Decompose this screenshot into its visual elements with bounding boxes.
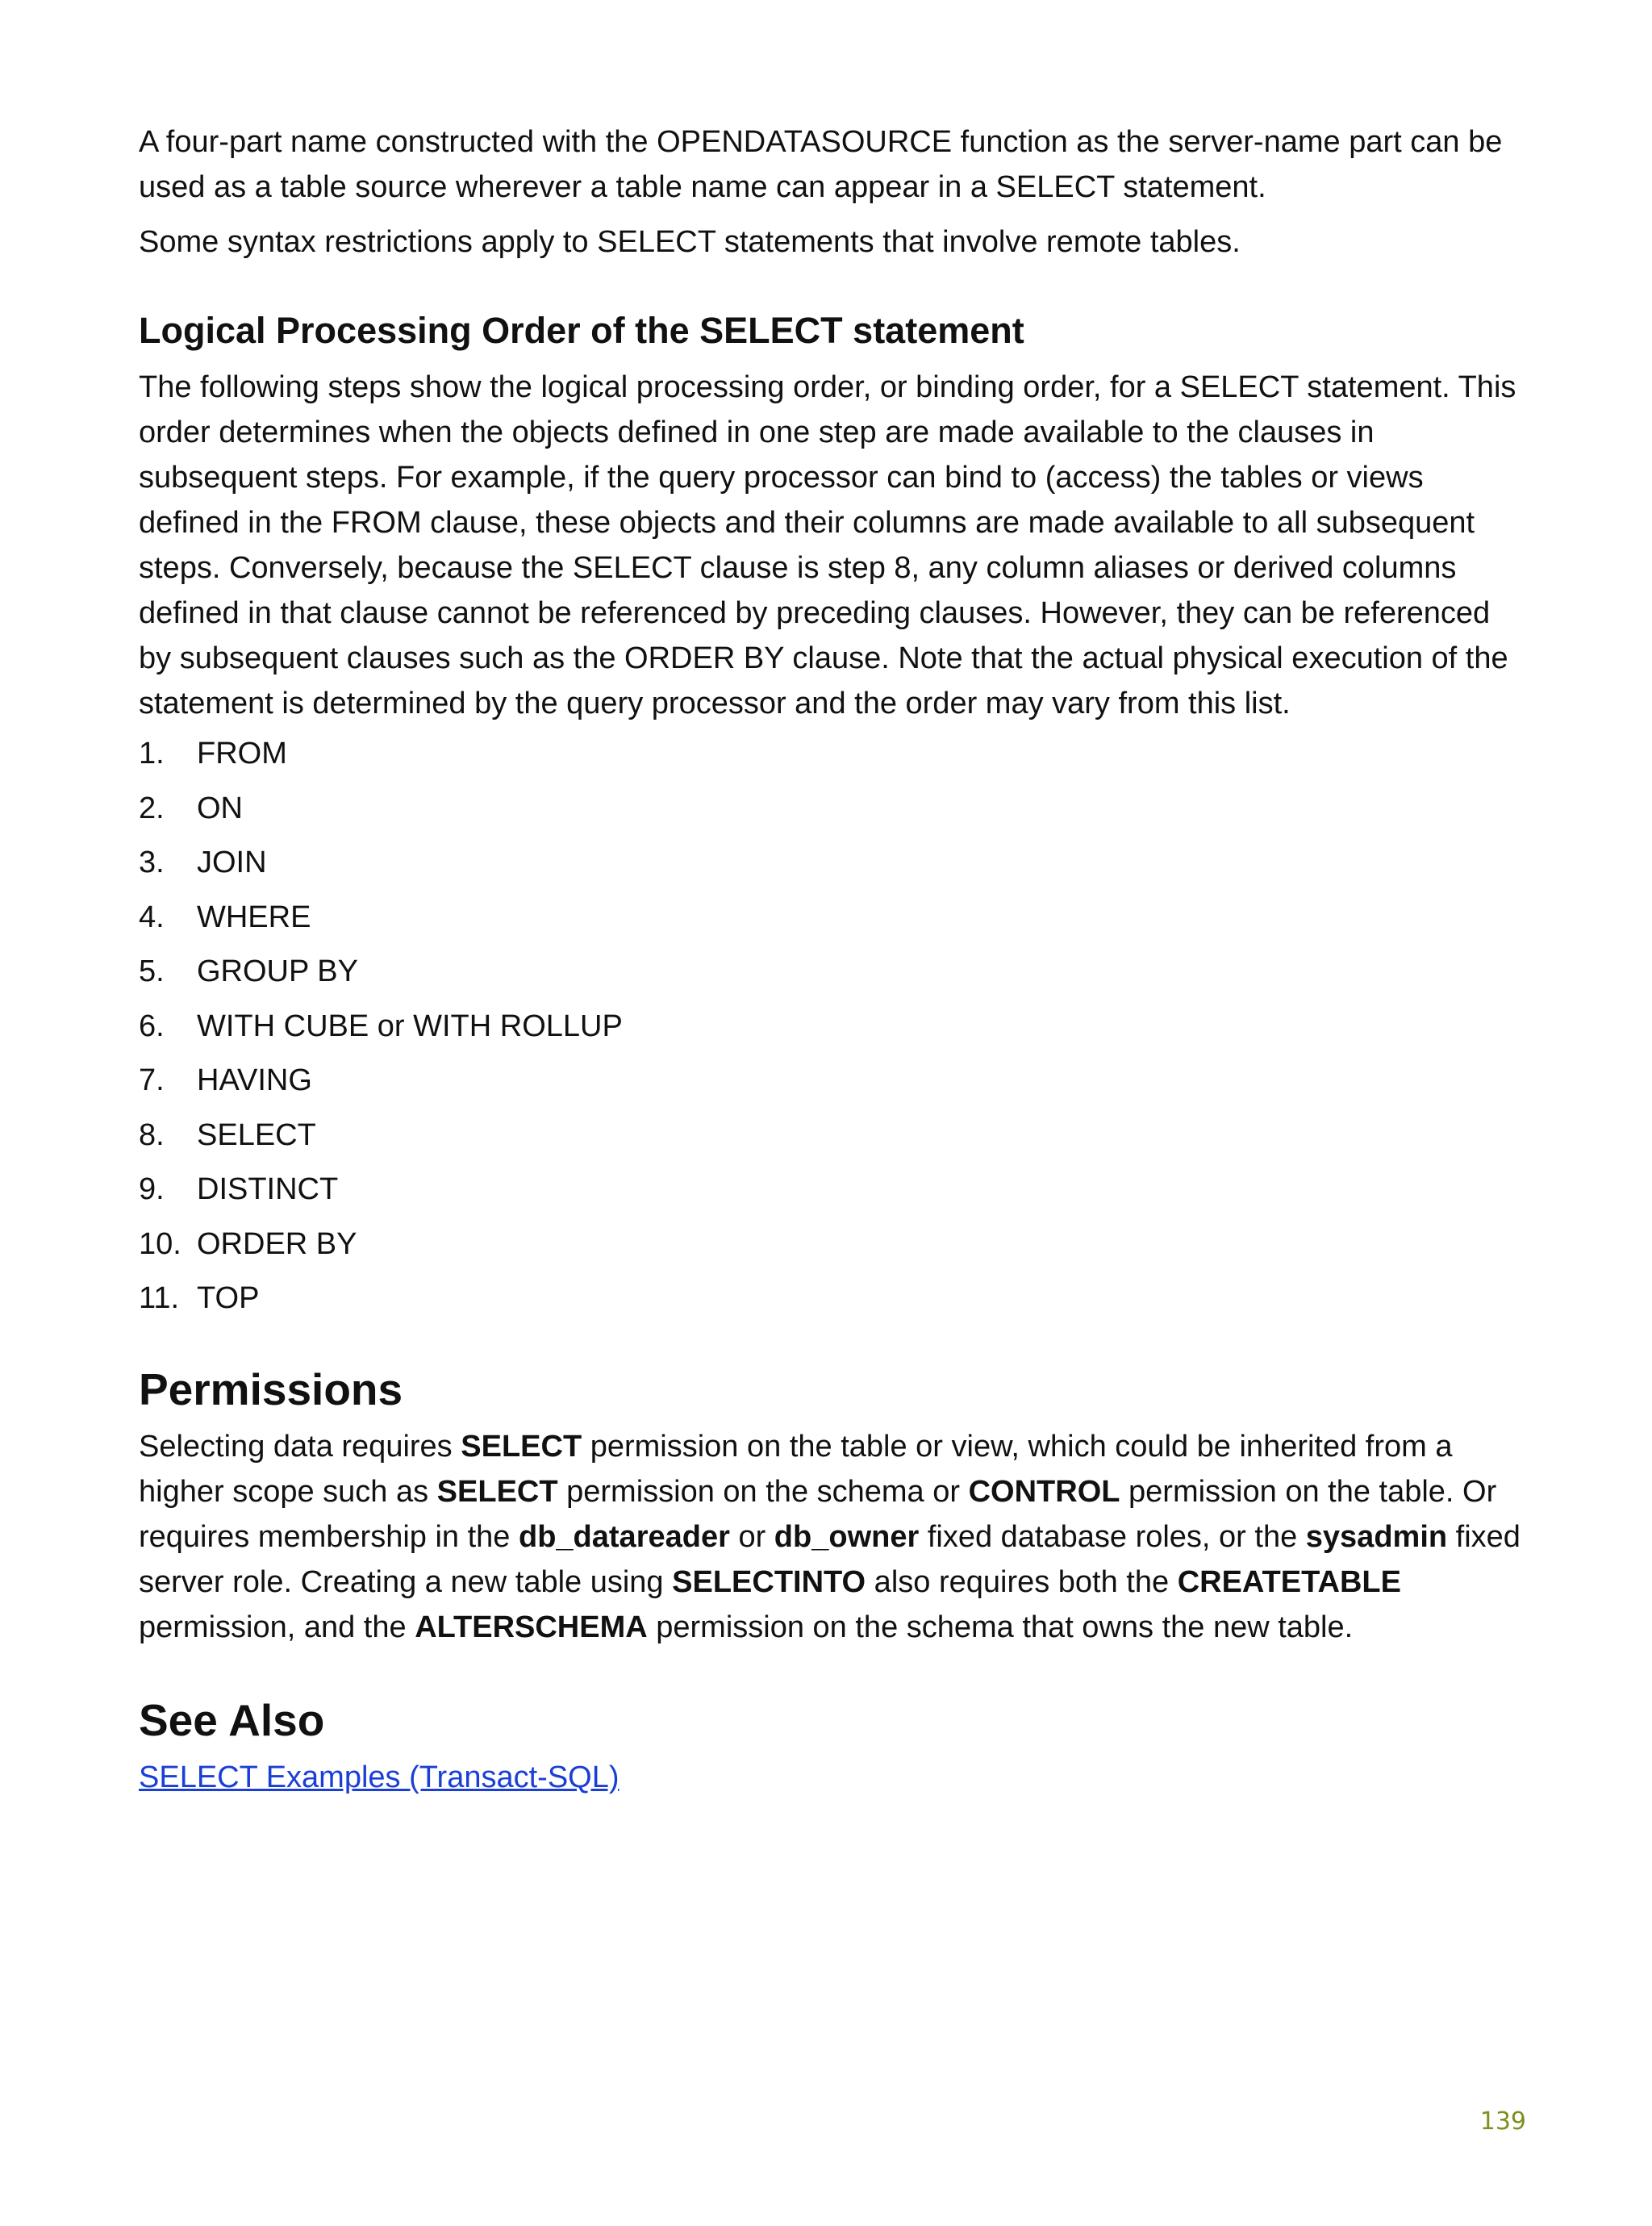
step-number: 6. (139, 1009, 165, 1043)
permissions-text: permission on the table. Or requires membership in the (139, 1475, 1497, 1554)
permissions-text: Selecting data requires (139, 1430, 461, 1464)
permissions-text: also requires both the (866, 1565, 1178, 1599)
permissions-text: fixed server role. Creating a new table using (139, 1520, 1521, 1599)
list-item (139, 1226, 1526, 1262)
step-label: FROM (197, 737, 287, 771)
role-term: db_datareader (519, 1520, 730, 1554)
permission-term: SELECT (461, 1430, 582, 1464)
role-term: sysadmin (1305, 1520, 1448, 1554)
step-number: 3. (139, 846, 165, 879)
permissions-section (139, 1361, 1526, 1650)
list-item (139, 1117, 1526, 1153)
processing-steps-list (139, 736, 1526, 1316)
see-also-section (139, 1692, 1526, 1800)
step-label: TOP (197, 1281, 260, 1315)
step-label: JOIN (197, 846, 267, 879)
permission-term: ALTERSCHEMA (415, 1610, 648, 1644)
step-label: HAVING (197, 1063, 312, 1097)
page-number: 139 (1479, 2107, 1526, 2136)
step-number: 10. (139, 1226, 181, 1261)
step-label: WITH CUBE or WITH ROLLUP (197, 1009, 623, 1043)
logical-processing-paragraph: The following steps show the logical processing order, or binding order, for a SELECT statement. This order determines when the objects defined in one step are made available to the clauses in subsequent steps. For example, if the query processor can bind to (access) the tables or views defined in the FROM clause, these objects and their columns are made available to all subsequent steps. Conversely, because the SELECT clause is step 8, any column aliases or derived columns defined in that clause cannot be referenced by preceding clauses. However, they can be referenced by subsequent clauses such as the ORDER BY clause. Note that the actual physical execution of the statement is determined by the query processor and the order may vary from this list. (139, 370, 1516, 720)
step-label: SELECT (197, 1117, 316, 1152)
list-item (139, 791, 1526, 826)
permissions-text: or (729, 1520, 774, 1554)
step-number: 11. (139, 1281, 180, 1315)
intro-paragraph: A four-part name constructed with the OPENDATASOURCE function as the server-name part can be used as a table source wherever a table name can appear in a SELECT statement. (139, 125, 1503, 204)
list-item (139, 954, 1526, 989)
permissions-heading: Permissions (139, 1364, 403, 1414)
step-number: 2. (139, 791, 165, 825)
permissions-text: fixed database roles, or the (919, 1520, 1306, 1554)
permission-term: SELECT (436, 1475, 558, 1509)
step-label: DISTINCT (197, 1172, 339, 1206)
step-label: ON (197, 791, 243, 825)
permissions-text: permission, and the (139, 1610, 415, 1644)
list-item (139, 845, 1526, 880)
list-item (139, 736, 1526, 771)
permissions-text: permission on the table or view, which could be inherited from a higher scope such as (139, 1430, 1453, 1509)
step-number: 7. (139, 1063, 165, 1097)
list-item (139, 900, 1526, 935)
role-term: db_owner (774, 1520, 920, 1554)
step-number: 8. (139, 1117, 165, 1152)
see-also-heading: See Also (139, 1695, 325, 1745)
logical-processing-heading: Logical Processing Order of the SELECT statement (139, 310, 1024, 351)
list-item (139, 1171, 1526, 1207)
list-item (139, 1280, 1526, 1316)
intro-note: Some syntax restrictions apply to SELECT statements that involve remote tables. (139, 225, 1241, 259)
permission-term: SELECTINTO (672, 1565, 866, 1599)
document-page (139, 119, 1526, 1800)
permission-term: CONTROL (968, 1475, 1120, 1509)
list-item (139, 1009, 1526, 1044)
permission-term: CREATETABLE (1177, 1565, 1401, 1599)
permissions-text: permission on the schema that owns the new table. (647, 1610, 1354, 1644)
step-number: 5. (139, 954, 165, 988)
permissions-text: permission on the schema or (557, 1475, 969, 1509)
permissions-paragraph (139, 1424, 1526, 1650)
step-number: 1. (139, 737, 165, 771)
step-label: GROUP BY (197, 954, 358, 988)
list-item (139, 1063, 1526, 1098)
select-examples-link[interactable]: SELECT Examples (Transact-SQL) (139, 1760, 620, 1794)
step-number: 9. (139, 1172, 165, 1206)
step-label: ORDER BY (197, 1226, 357, 1261)
step-number: 4. (139, 900, 165, 934)
step-label: WHERE (197, 900, 311, 934)
